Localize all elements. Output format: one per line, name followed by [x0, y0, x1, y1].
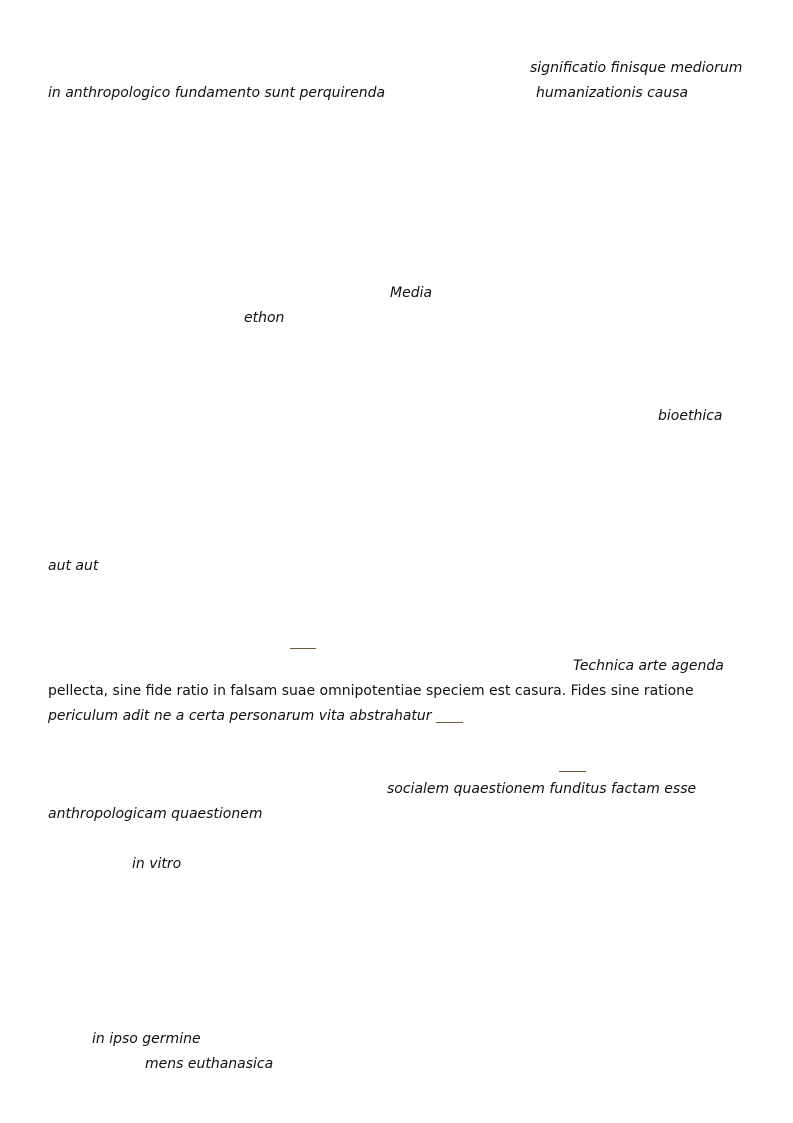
text-fragment: humanizationis causa [536, 85, 689, 101]
footnote-rule [559, 771, 586, 772]
text-fragment: in anthropologico fundamento sunt perquirenda [48, 85, 386, 101]
text-fragment: pellecta, sine fide ratio in falsam suae omnipotentiae speciem est casura. Fides sine ratione [48, 683, 694, 699]
text-fragment: significatio finisque mediorum [530, 60, 743, 76]
footnote-rule [290, 648, 316, 649]
text-fragment: ethon [244, 310, 285, 326]
footnote-rule [436, 722, 463, 723]
text-fragment: aut aut [48, 558, 99, 574]
text-fragment: in vitro [132, 856, 182, 872]
text-fragment: Technica arte agenda [573, 658, 724, 674]
text-fragment: in ipso germine [92, 1031, 201, 1047]
text-fragment: anthropologicam quaestionem [48, 806, 263, 822]
text-fragment: socialem quaestionem funditus factam esse [387, 781, 697, 797]
text-fragment: bioethica [658, 408, 723, 424]
text-fragment: periculum adit ne a certa personarum vita abstrahatur [48, 708, 432, 724]
text-fragment: mens euthanasica [145, 1056, 274, 1072]
text-fragment: Media [390, 285, 433, 301]
